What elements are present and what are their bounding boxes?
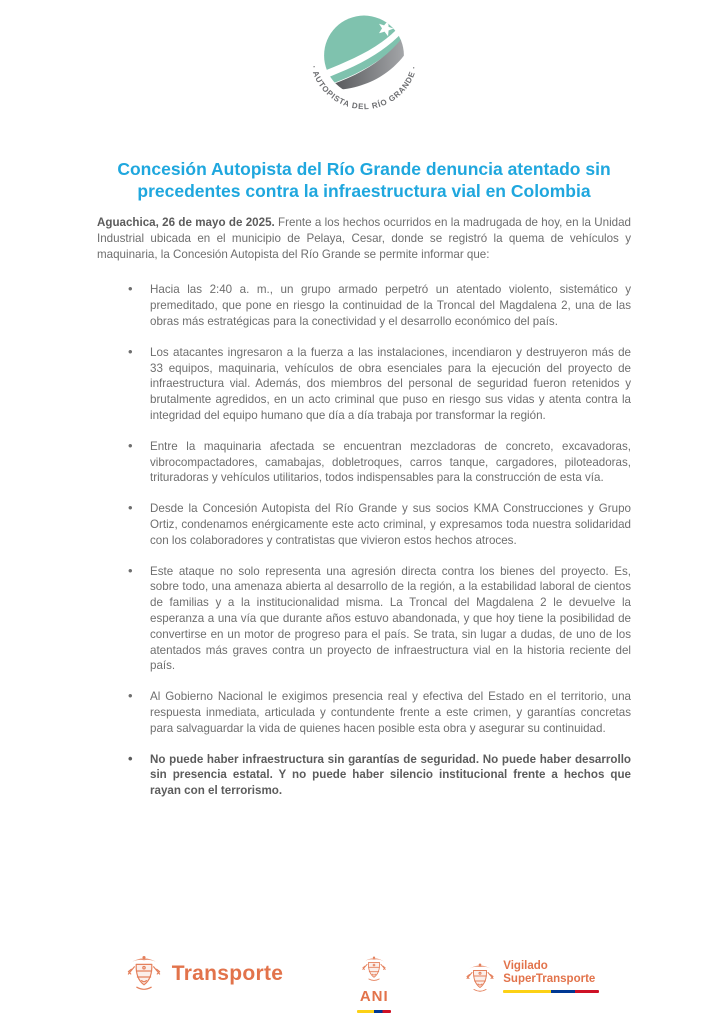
bullet-list: [97, 282, 631, 799]
intro-paragraph: [97, 215, 631, 262]
bullet-item: • Este ataque no solo representa una agresión directa contra los bienes del proyecto. Es, sobre todo, una amenaza abierta al desarrollo de la región, a la estabilidad laboral de cientos de familias y a la institucionalidad misma. La Troncal del Magdalena 2 le devuelve la esperanza a una vía que durante años estuvo abandonada, y que hoy tiene la posibilidad de convertirse en un motor de progreso para el país. Se trata, sin lugar a dudas, de uno de los atentados más graves contra un proyecto de infraestructura vial en la historia reciente del país.: [97, 564, 631, 675]
autopista-rio-grande-logo-icon: [288, 8, 440, 118]
bullet-item: • Desde la Concesión Autopista del Río Grande y sus socios KMA Construcciones y Grupo Ortiz, condenamos enérgicamente este acto criminal, y expresamos toda nuestra solidaridad con los colaboradores y contratistas que vivieron estos hechos atroces.: [97, 501, 631, 548]
vigilado-label-line1: Vigilado: [503, 960, 548, 972]
ministerio-transporte-logo: [126, 952, 284, 996]
colombia-coat-of-arms-icon: [126, 952, 162, 996]
bullet-item: • Entre la maquinaria afectada se encuentran mezcladoras de concreto, excavadoras, vibrocompactadores, camabajas, dobletroques, carros tanque, cargadores, piloteadoras, trituradoras y vehículos utilitarios, todos indispensables para la construcción de esta vía.: [97, 439, 631, 486]
bullet-item: • Los atacantes ingresaron a la fuerza a las instalaciones, incendiaron y destruyeron más de 33 equipos, maquinaria, vehículos de obra esenciales para la ejecución del proyecto de infraestructura vial. Además, dos miembros del personal de seguridad fueron retenidos y brutalmente agredidos, en un acto criminal que puso en riesgo sus vidas y atenta contra la integridad del equipo humano que día a día trabaja por transformar la región.: [97, 345, 631, 424]
bullet-item: • Al Gobierno Nacional le exigimos presencia real y efectiva del Estado en el territorio, una respuesta inmediata, articulada y contundente frente a este crimen, y garantías concretas para salvaguardar la vida de quienes hacen posible esta obra y asegurar su continuidad.: [97, 689, 631, 736]
ani-label: ANI: [359, 988, 389, 1005]
logo-arc-text: · AUTOPISTA DEL RÍO GRANDE ·: [309, 64, 419, 112]
vigilado-supertransporte-logo: [465, 960, 599, 997]
flag-tricolor-bar: [503, 990, 599, 993]
colombia-coat-of-arms-icon: [465, 960, 495, 997]
footer-logos: [0, 938, 725, 1013]
colombia-coat-of-arms-icon: [361, 954, 387, 985]
intro-text: Frente a los hechos ocurridos en la madrugada de hoy, en la Unidad Industrial ubicada en el municipio de Pelaya, Cesar, donde se registró la quema de vehículos y maquinaria, la Concesión Autopista del Río Grande se permite informar que:: [97, 216, 631, 261]
flag-tricolor-bar: [357, 1010, 391, 1013]
bullet-item: • Hacia las 2:40 a. m., un grupo armado perpetró un atentado violento, sistemático y premeditado, que pone en riesgo la continuidad de la Troncal del Magdalena 2, una de las obras más estratégicas para la conectividad y el desarrollo económico del país.: [97, 282, 631, 329]
bullet-item-emphasis: • No puede haber infraestructura sin garantías de seguridad. No puede haber desarrollo sin presencia estatal. Y no puede haber silencio institucional frente a hechos que rayan con el terrorismo.: [97, 752, 631, 799]
intro-dateline: Aguachica, 26 de mayo de 2025.: [97, 216, 275, 229]
transporte-label: Transporte: [171, 962, 284, 985]
ani-logo: [357, 954, 391, 1013]
vigilado-label-line2: SuperTransporte: [503, 973, 596, 985]
page-title: Concesión Autopista del Río Grande denuncia atentado sin precedentes contra la infraestructura vial en Colombia: [117, 159, 611, 201]
company-logo: [97, 8, 631, 118]
